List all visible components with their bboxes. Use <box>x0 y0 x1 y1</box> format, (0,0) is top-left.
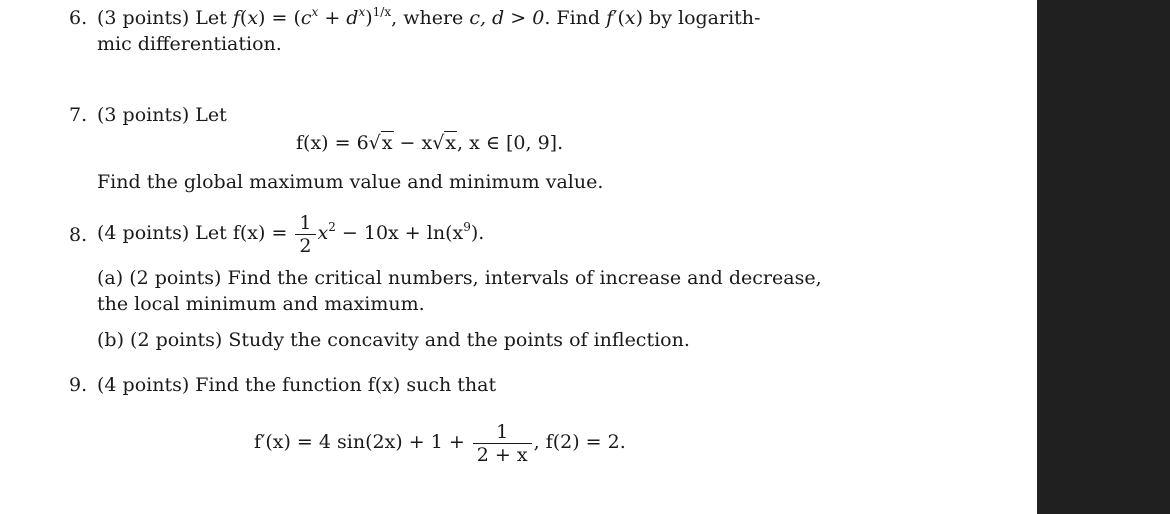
radicand-2: x <box>445 132 457 154</box>
problem-6-intro: (3 points) Let <box>97 7 233 29</box>
problem-8-part-a-line-1: (a) (2 points) Find the critical numbers, intervals of increase and decrease, <box>97 267 822 289</box>
problem-9-intro: (4 points) Find the function f(x) such that <box>97 374 497 396</box>
problem-8-part-a-line-2: the local minimum and maximum. <box>97 293 425 315</box>
problem-8-end: ). <box>470 222 485 244</box>
problem-8-statement <box>97 208 484 258</box>
problem-7-domain: , x ∈ [0, 9]. <box>457 132 564 154</box>
fraction-denominator: 2 + x <box>476 443 528 466</box>
x-symbol: x <box>247 7 259 29</box>
problem-8-number: 8. <box>69 224 88 246</box>
problem-8-intro: (4 points) Let f(x) = <box>97 222 294 244</box>
ninth-exponent: 9 <box>463 220 471 234</box>
fraction-numerator: 1 <box>473 421 532 444</box>
problem-6-line-1: (3 points) Let $f(x) = (c^x + d^x)^{1/x}$, where c, d > 0. Find f′(x) by logarith- <box>97 5 761 29</box>
problem-9-equation <box>254 417 626 467</box>
problem-7-eq-lhs: f(x) = 6 <box>296 132 369 154</box>
problem-6-line-2: mic differentiation. <box>97 33 282 55</box>
x-symbol: x <box>317 222 329 244</box>
exponent: 1/x <box>372 5 392 19</box>
problem-6-where: , where <box>391 7 470 29</box>
problem-7-equation: f(x) = 6√x − x√x, x ∈ [0, 9]. <box>296 132 564 154</box>
problem-9-eq-rhs: , f(2) = 2. <box>533 431 626 453</box>
problem-7-question: Find the global maximum value and minimum value. <box>97 171 604 193</box>
fraction-one-over <box>473 421 532 466</box>
dark-side-panel <box>1037 0 1170 514</box>
problem-6-condition: c, d > 0 <box>469 7 545 29</box>
problem-8-part-b: (b) (2 points) Study the concavity and the points of inflection. <box>97 329 690 351</box>
f-symbol: f <box>232 7 240 29</box>
square-exponent: 2 <box>328 220 336 234</box>
problem-6-find: . Find <box>544 7 607 29</box>
fraction-half <box>295 212 315 257</box>
problem-7-intro: (3 points) Let <box>97 104 227 126</box>
problem-7-number: 7. <box>69 104 88 126</box>
c-symbol: c <box>300 7 312 29</box>
fraction-numerator: 1 <box>295 212 315 235</box>
radicand-1: x <box>381 132 393 154</box>
problem-9-eq-lhs: f′(x) = 4 sin(2x) + 1 + <box>254 431 471 453</box>
fraction-denominator: 2 <box>299 234 312 257</box>
problem-8-middle: − 10x + ln(x <box>335 222 464 244</box>
problem-7-minus: − x <box>393 132 433 154</box>
d-symbol: d <box>346 7 359 29</box>
problem-6-line-1-end: by logarith- <box>643 7 761 29</box>
problem-6-number: 6. <box>69 7 88 29</box>
problem-9-number: 9. <box>69 374 88 396</box>
